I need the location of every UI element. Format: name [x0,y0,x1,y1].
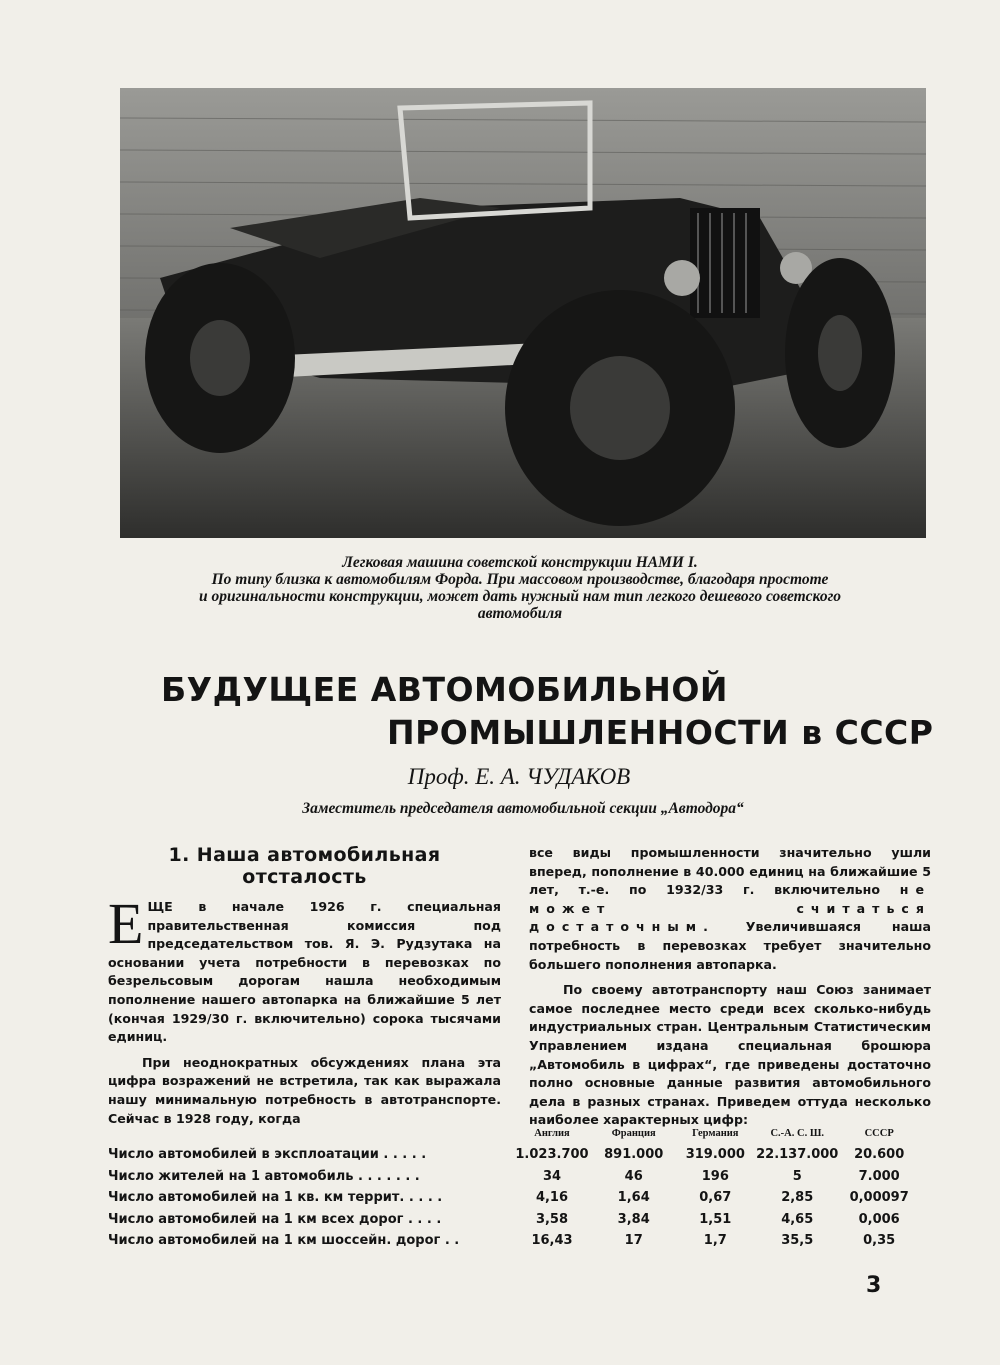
drop-cap: Е [108,891,144,956]
table-cell: 891.000 [604,1147,664,1163]
table-cell: 196 [701,1168,729,1184]
table-cell: 22.137.000 [756,1147,839,1163]
paragraph-text: Увеличившаяся наша потребность в перевозках требует значительно большего пополнения автопарка. [529,919,931,972]
caption-line: По типу близка к автомобилям Форда. При массовом производстве, благодаря простоте [211,571,829,588]
table-cell: 34 [542,1168,562,1184]
table-row [108,1166,920,1188]
headline-line: ПРОМЫШЛЕННОСТИ в СССР [387,713,934,752]
headline-line: БУДУЩЕЕ АВТОМОБИЛЬНОЙ [161,670,729,709]
table-cell: 35,5 [781,1233,814,1249]
car-photo [120,88,926,538]
table-header-empty [108,1128,511,1144]
section-title: 1. Наша автомобильная отсталость [168,844,441,888]
table-header: СССР [864,1128,894,1139]
table-row [108,1187,920,1209]
table-cell: 7.000 [858,1168,900,1184]
statistics-table [108,1128,920,1252]
car-photo-illustration [120,88,926,538]
table-header: Франция [611,1128,656,1139]
table-row [108,1144,920,1166]
table-header: Англия [534,1128,570,1139]
table-cell: 3,58 [535,1211,569,1227]
paragraph: При неоднократных обсуждениях плана эта цифра возражений не встретила, так как выражала нашу минимальную потребность в автотранспорте. Сейчас в 1928 году, когда [108,1054,501,1126]
table-cell: 2,85 [781,1190,814,1206]
table-cell: 0,67 [699,1190,732,1206]
row-label: Число жителей на 1 автомобиль . . . . . . . [108,1168,420,1184]
table-cell: 4,16 [535,1190,569,1206]
table-cell: 46 [624,1168,643,1184]
table-cell: 1.023.700 [515,1147,589,1163]
row-label: Число автомобилей на 1 км всех дорог . . . . [108,1211,442,1227]
paragraph-text: все виды промышленности значительно ушли вперед, пополнение в 40.000 единиц на ближайшие 5 лет, т.-е. по 1932/33 г. включительно [529,845,931,898]
left-column [108,844,501,1128]
paragraph [529,844,931,974]
table-cell: 5 [792,1168,802,1184]
table-cell: 1,64 [617,1190,650,1206]
table-cell: 319.000 [685,1147,745,1163]
table-cell: 0,35 [863,1233,896,1249]
table-cell: 3,84 [617,1211,650,1227]
table-cell: 20.600 [854,1147,905,1163]
table-cell: 0,006 [858,1211,900,1227]
paragraph: По своему автотранспорту наш Союз занимает самое последнее место среди всех сколько-нибудь индустриальных стран. Центральным Статистическим Управлением издана специальная брошюра „Автомобиль в цифрах“, где приведены достаточно полно основные данные развития автомобильного дела в разных странах. Приведем оттуда несколько наиболее характерных цифр: [529,982,931,1128]
emphasized-text: не может считаться достаточным. [529,882,931,935]
article-headline [0,668,1000,754]
row-label: Число автомобилей в эксплоатации . . . . . [108,1147,427,1163]
caption-line: и оригинальности конструкции, может дать нужный нам тип легкого дешевого советского [198,588,842,605]
author-role: Заместитель председателя автомобильной секции „Автодора“ [302,800,744,817]
table-cell: 1,7 [703,1233,727,1249]
table-cell: 1,51 [699,1211,732,1227]
photo-caption [108,554,932,622]
page-number: 3 [866,1273,882,1298]
right-column [529,844,931,1130]
row-label: Число автомобилей на 1 кв. км террит. . . . . [108,1190,443,1206]
table-cell: 16,43 [531,1233,573,1249]
table-cell: 17 [624,1233,643,1249]
caption-line: автомобиля [477,605,563,622]
table-cell: 0,00097 [849,1190,909,1206]
paragraph-text: ЩЕ в начале 1926 г. специальная правительственная комиссия под председательством тов. Я. Э. Рудзутака на основании учета потребности в перевозках по безрельсовым дорогам нашла необходимым пополнение нашего автопарка на ближайшие 5 лет (кончая 1929/30 г. включительно) сорока тысячами единиц. [108,899,501,1045]
paragraph [108,891,501,1047]
table-header: Германия [692,1128,739,1139]
author-name: Проф. Е. А. ЧУДАКОВ [407,764,631,789]
table-header: С.-А. С. Ш. [770,1128,824,1139]
caption-line: Легковая машина советской конструкции НАМИ I. [342,554,698,571]
table-header-row [108,1128,920,1144]
table-cell: 4,65 [781,1211,814,1227]
row-label: Число автомобилей на 1 км шоссейн. дорог . . [108,1233,460,1249]
table-row [108,1209,920,1231]
table-row [108,1230,920,1252]
